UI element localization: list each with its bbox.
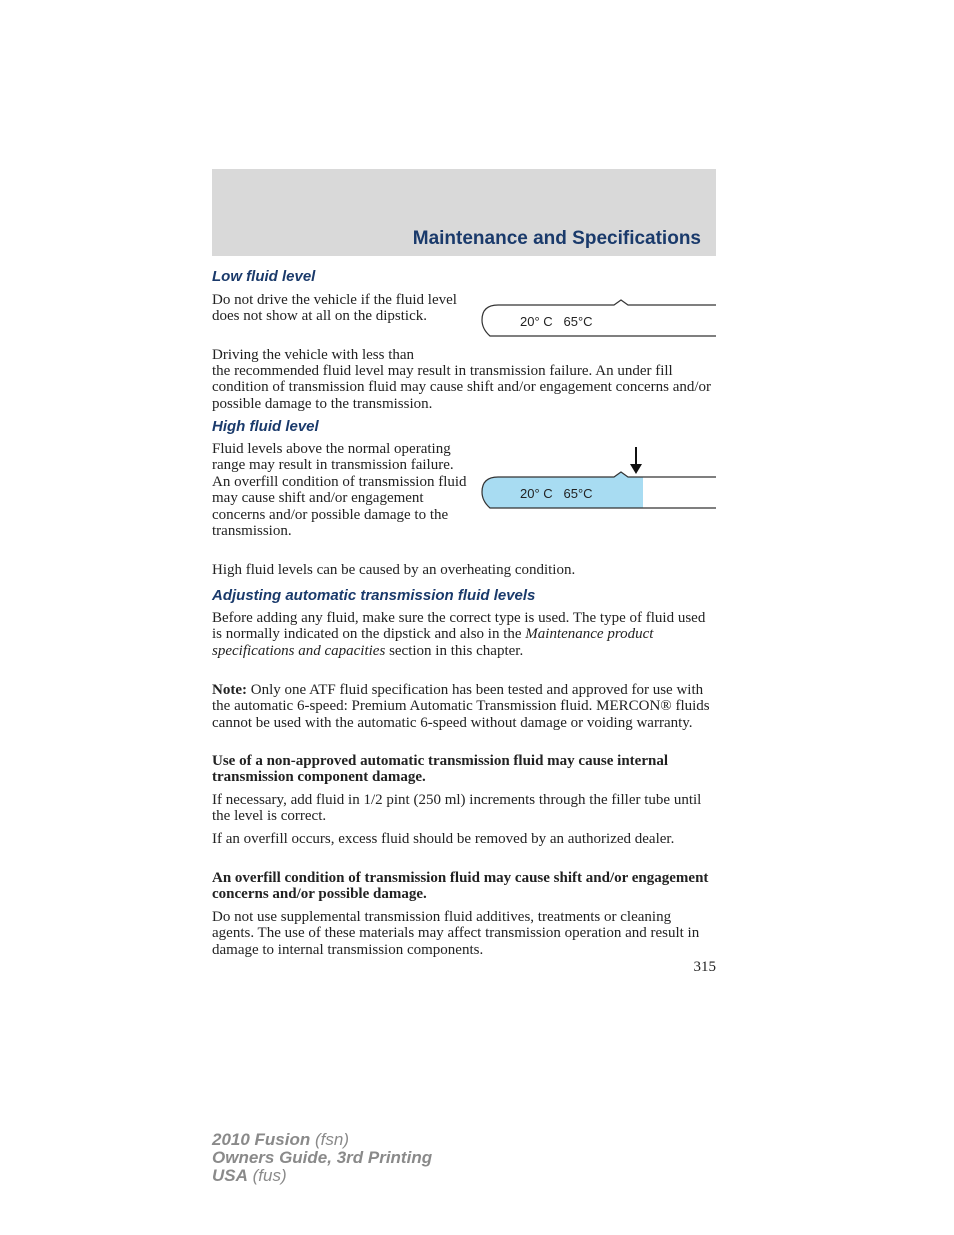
warning-overfill-condition: An overfill condition of transmission fluid may cause shift and/or engagement concerns and/or possible damage. bbox=[212, 870, 709, 903]
note-label: Note: bbox=[212, 682, 247, 698]
section-title: Maintenance and Specifications bbox=[412, 228, 701, 249]
manual-section-reference: Maintenance product specifications and capacities bbox=[212, 626, 654, 659]
document-footer: 2010 Fusion (fsn) Owners Guide, 3rd Printing USA (fus) bbox=[212, 1130, 433, 1185]
dipstick-low-temperature-label: 20° C 65°C bbox=[520, 314, 593, 329]
heading-adjusting-fluid-levels: Adjusting automatic transmission fluid levels bbox=[212, 587, 536, 604]
page-number: 315 bbox=[693, 959, 716, 975]
adjusting-paragraph-2: If necessary, add fluid in 1/2 pint (250 ml) increments through the filler tube until the level is correct. bbox=[212, 792, 702, 825]
low-fluid-paragraph-2-start: Driving the vehicle with less than bbox=[212, 347, 415, 363]
low-fluid-paragraph-2-rest: the recommended fluid level may result in transmission failure. An under fill condition of transmission fluid may cause shift and/or engagement concerns and/or possible damage to the transmission. bbox=[212, 363, 712, 412]
warning-non-approved-fluid: Use of a non-approved automatic transmission fluid may cause internal transmission component damage. bbox=[212, 753, 668, 786]
section-header-band bbox=[212, 169, 716, 256]
dipstick-high-level-illustration bbox=[480, 470, 716, 518]
high-fluid-paragraph-1: Fluid levels above the normal operating range may result in transmission failure. An overfill condition of transmission fluid may cause shift and/or engagement concerns and/or possible damage to the transmission. bbox=[212, 441, 467, 540]
low-fluid-paragraph-1: Do not drive the vehicle if the fluid level does not show at all on the dipstick. bbox=[212, 292, 457, 325]
high-fluid-paragraph-2: High fluid levels can be caused by an overheating condition. bbox=[212, 562, 576, 578]
note-paragraph: Note: Only one ATF fluid specification has been tested and approved for use with the automatic 6-speed: Premium Automatic Transmission fluid. MERCON® fluids cannot be used with the automatic 6-speed without damage or voiding warranty. bbox=[212, 682, 710, 731]
dipstick-low-level-illustration bbox=[480, 298, 716, 346]
overfill-arrow-icon bbox=[626, 446, 646, 476]
adjusting-paragraph-4: Do not use supplemental transmission fluid additives, treatments or cleaning agents. The use of these materials may affect transmission operation and result in damage to internal transmission components. bbox=[212, 909, 700, 958]
adjusting-paragraph-1: Before adding any fluid, make sure the correct type is used. The type of fluid used is normally indicated on the dipstick and also in the Maintenance product specifications and capacities section in this chapter. bbox=[212, 610, 706, 659]
heading-high-fluid-level: High fluid level bbox=[212, 418, 319, 435]
dipstick-high-temperature-label: 20° C 65°C bbox=[520, 486, 593, 501]
heading-low-fluid-level: Low fluid level bbox=[212, 268, 316, 285]
adjusting-paragraph-3: If an overfill occurs, excess fluid should be removed by an authorized dealer. bbox=[212, 831, 675, 847]
